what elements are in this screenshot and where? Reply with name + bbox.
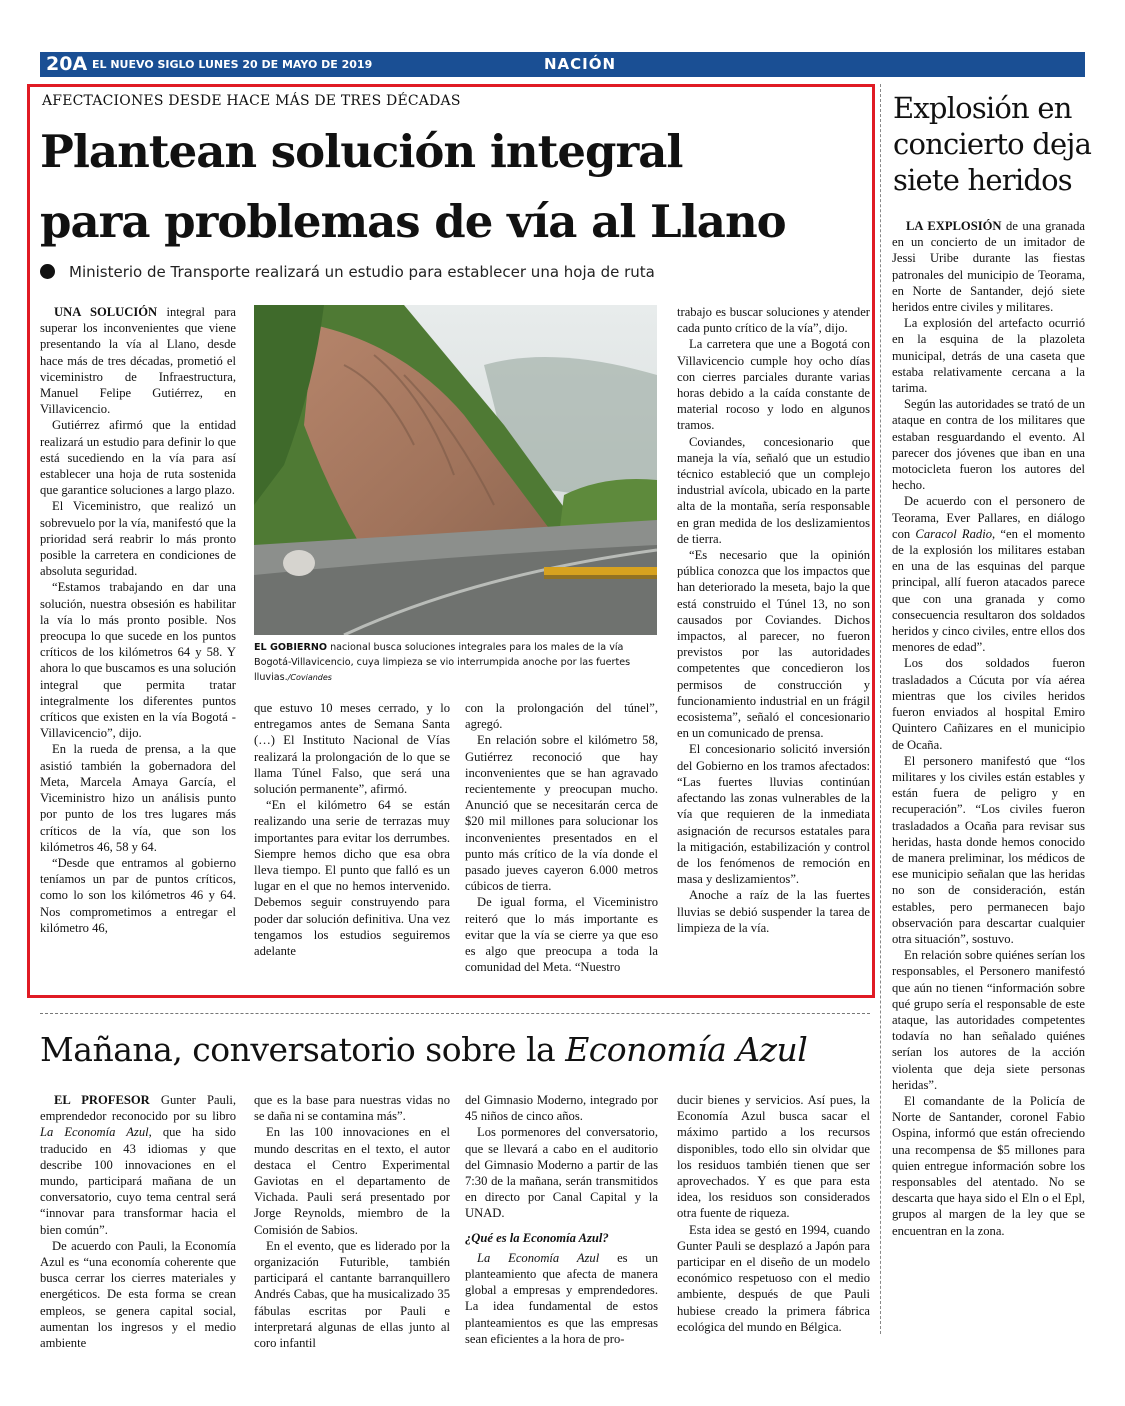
lead-in: EL PROFESOR bbox=[54, 1093, 150, 1107]
second-col-3 bbox=[465, 1092, 658, 1347]
paragraph: que estuvo 10 meses cerrado, y lo entregamos antes de Semana Santa (…) El Instituto Nacional de Vías realizará la prolongación de lo que se llama Túnel Falso, que será una solución permanente”, afirmó. bbox=[254, 701, 450, 797]
photo-credit: /Coviandes bbox=[287, 673, 332, 682]
main-col-3 bbox=[465, 700, 658, 975]
main-col-1 bbox=[40, 304, 236, 936]
text: , que ha sido traducido en 43 idiomas y que describe 100 innovaciones en el mundo, participará mañana de un conversatorio, cuyo tema central será “innovar para transformar hacia el bien común”. bbox=[40, 1125, 236, 1237]
paragraph: que es la base para nuestras vidas no se daña ni se contamina más”. bbox=[254, 1093, 450, 1124]
bullet-icon bbox=[40, 264, 55, 279]
paragraph: La carretera que une a Bogotá con Villavicencio cumple hoy ocho días con cierres parciales durante varias horas debido a la caída constante de material rocoso y lodo en algunos tramos. bbox=[677, 337, 870, 433]
text: Gunter Pauli, emprendedor reconocido por su libro bbox=[40, 1093, 236, 1124]
paragraph: “Estamos trabajando en dar una solución, nuestra obsesión es habilitar la vía lo más pronto posible. Nos preocupa lo que sucede en los puntos críticos de los kilómetros 64 y 58. Y ahora lo que buscamos es una solución integral que permita tratar integralmente los diferentes puntos críticos que existen en la vía Bogotá - Villavicencio”, dijo. bbox=[40, 580, 236, 741]
vertical-divider bbox=[880, 84, 881, 1334]
headline-text: Mañana, conversatorio sobre la bbox=[40, 1030, 566, 1069]
headline-line-2: para problemas de vía al Llano bbox=[40, 195, 786, 248]
main-headline bbox=[40, 117, 870, 257]
paragraph: En el evento, que es liderado por la organización Futurible, también participará el cantante barranquillero Andrés Cabas, que ha musicalizado 35 fábulas escritas por Pauli e interpretará algunas de ellas junto al coro infantil bbox=[254, 1238, 450, 1351]
paragraph: “Desde que entramos al gobierno teníamos un par de puntos críticos, como lo son los kilómetros 46 y 64. Nos comprometimos a entregar el kilómetro 46, bbox=[40, 855, 236, 935]
paragraph: “En el kilómetro 64 se están realizando una serie de terrazas muy importantes para evitar los derrumbes. Siempre hemos dicho que esa obra lleva tiempo. El punto que falló es un lugar en el que no hemos intervenido. Debemos seguir construyendo para poder dar solución definitiva. Una vez tengamos los estudios seguiremos adelante bbox=[254, 798, 450, 959]
paragraph: con la prolongación del túnel”, agregó. bbox=[465, 701, 658, 732]
horizontal-divider bbox=[40, 1013, 870, 1014]
paragraph: trabajo es buscar soluciones y atender cada punto crítico de la vía”, dijo. bbox=[677, 305, 870, 336]
headline-line-1: Plantean solución integral bbox=[40, 125, 683, 178]
text-italic: La Economía Azul bbox=[40, 1125, 149, 1140]
paragraph: Según las autoridades se trató de un ataque en contra de los militares que estaban resguardando el evento. Al parecer dos jóvenes que iban en una motocicleta fueron los autores del hecho. bbox=[892, 397, 1085, 493]
photo-caption bbox=[254, 640, 657, 685]
text: Economía Azul bbox=[522, 1230, 603, 1245]
main-col-2 bbox=[254, 700, 450, 959]
subheading bbox=[465, 1230, 658, 1246]
paragraph: del Gimnasio Moderno, integrado por 45 niños de cinco años. bbox=[465, 1093, 658, 1124]
section-name: NACIÓN bbox=[543, 55, 617, 73]
text-italic: Caracol Radio bbox=[915, 526, 993, 541]
second-col-4 bbox=[677, 1092, 870, 1335]
header-date: EL NUEVO SIGLO LUNES 20 DE MAYO DE 2019 bbox=[92, 58, 373, 71]
paragraph: El Viceministro, que realizó un sobrevuelo por la vía, manifestó que la prioridad será reabrir lo más pronto posible la carretera en condiciones de absoluta seguridad. bbox=[40, 499, 236, 579]
main-col-4 bbox=[677, 304, 870, 936]
side-column bbox=[892, 218, 1085, 1239]
paragraph: Los pormenores del conversatorio, que se llevará a cabo en el auditorio del Gimnasio Moderno a partir de las 7:30 de la mañana, serán transmitidos en directo por Canal Capital y la UNAD. bbox=[465, 1125, 658, 1221]
text-italic: La Economía Azul bbox=[477, 1250, 600, 1265]
text: , “en el momento de la explosión los militares estaban en una de las esquinas del parque principal, allí fueron atacados parece que con una granada y como consecuencia resultaron dos soldados heridos y cinco civiles, entre ellos dos menores de edad”. bbox=[892, 526, 1085, 655]
paragraph: De acuerdo con Pauli, la Economía Azul es “una economía coherente que busca cerrar los cierres materiales y energéticos. De esta forma se crean empleos, se genera capital social, aumentan los ingresos y el medio ambiente bbox=[40, 1238, 236, 1351]
text: ¿Qué es la bbox=[465, 1230, 523, 1245]
paragraph: Coviandes, concesionario que maneja la vía, señaló que un estudio técnico estableció que un complejo industrial avícola, ubicado en la parte alta de la montaña, sería responsable en gran medida de los deslizamientos de tierra. bbox=[677, 434, 870, 546]
lead-in: UNA SOLUCIÓN bbox=[54, 305, 158, 319]
headline-italic: Economía Azul bbox=[565, 1030, 808, 1069]
paragraph: “Es necesario que la opinión pública conozca que los impactos que han deteriorado la meseta, bajo la que está construido el Túnel 13, no son causados por Coviandes. Dichos impactos, al parecer, no fueron previstos por las autoridades competentes que concedieron los permisos de construcción y funcionamiento industrial en un frágil ecosistema”, señaló el concesionario en un comunicado de prensa. bbox=[677, 548, 870, 741]
paragraph: integral para superar los inconvenientes que viene presentando la vía al Llano, desde hace más de tres décadas, prometió el viceministro de Infraestructura, Manuel Felipe Gutiérrez, en Villavicencio. bbox=[40, 305, 236, 417]
caption-text: nacional busca soluciones integrales para los males de la vía Bogotá-Villavicencio, cuya limpieza se vio interrumpida anoche por las fuertes lluvias. bbox=[254, 642, 631, 683]
paragraph: En la rueda de prensa, a la que asistió también la gobernadora del Meta, Marcela Amaya García, el Viceministro hizo un análisis punto por punto de los tres lugares más críticos de la vía, que son los kilómetros 46, 58 y 64. bbox=[40, 742, 236, 854]
text: de una granada en un concierto de un imitador de Jessi Uribe durante las fiestas patronales del municipio de Teorama, en Norte de Santander, dejó siete heridos entre civiles y militares. bbox=[892, 219, 1085, 315]
paragraph: En relación sobre quiénes serían los responsables, el Personero manifestó que aún no tienen “información sobre qué grupo sería el responsable de este ataque, las autoridades competentes todavía no han señalado quiénes serían los autores de la acción violenta que deja siete personas heridas”. bbox=[892, 948, 1085, 1092]
paragraph: Esta idea se gestó en 1994, cuando Gunter Pauli se desplazó a Japón para participar en el diseño de un modelo económico respetuoso con el medio ambiente, después de que Pauli hubiese creado la primera fábrica ecológica del mundo en Bélgica. bbox=[677, 1222, 870, 1334]
text: De acuerdo con el personero de Teorama, Ever Pallares, en diálogo con bbox=[892, 494, 1085, 541]
text: es un planteamiento que afecta de manera global a empresas y emprendedores. La idea fundamental de estos planteamientos es que las empresas sean eficientes a la hora de pro- bbox=[465, 1250, 658, 1346]
paragraph: De igual forma, el Viceministro reiteró que lo más importante es evitar que la vía se cierre ya que eso es algo que preocupa a toda la comunidad del Meta. “Nuestro bbox=[465, 895, 658, 975]
caption-lead: EL GOBIERNO bbox=[254, 642, 328, 653]
second-col-2 bbox=[254, 1092, 450, 1351]
page-number: 20A bbox=[46, 53, 88, 75]
paragraph: El comandante de la Policía de Norte de Santander, coronel Fabio Ospina, informó que están ofreciendo una recompensa de $5 millones para quien entregue información sobre los responsables del atentado. No se descarta que haya sido el Eln o el Epl, grupos al margen de la ley que se encuentran en la zona. bbox=[892, 1093, 1085, 1238]
road-photo bbox=[254, 305, 657, 635]
text: ? bbox=[602, 1230, 609, 1245]
kicker: AFECTACIONES DESDE HACE MÁS DE TRES DÉCADAS bbox=[42, 93, 461, 109]
subhead-text: Ministerio de Transporte realizará un estudio para establecer una hoja de ruta bbox=[69, 263, 655, 281]
paragraph: La explosión del artefacto ocurrió en la esquina de la plazoleta municipal, detrás de una caseta que estaba relativamente cercana a la tarima. bbox=[892, 316, 1085, 396]
side-headline: Explosión en concierto deja siete heridos bbox=[893, 91, 1092, 197]
paragraph: ducir bienes y servicios. Así pues, la Economía Azul busca sacar el máximo partido a los recursos disponibles, todo ello sin olvidar que los residuos también tienen que ser aprovechados. Y es que para esta idea, los residuos son considerados otra fuente de riqueza. bbox=[677, 1093, 870, 1221]
second-headline bbox=[40, 1030, 807, 1069]
paragraph: El concesionario solicitó inversión del Gobierno en los tramos afectados: “Las fuertes lluvias continúan afectando las zonas vulnerables de la vía que requieren de la inmediata asignación de recursos estatales para la mitigación, estabilización y control de los fenómenos de remoción en masa y deslizamientos”. bbox=[677, 742, 870, 887]
paragraph: En las 100 innovaciones en el mundo descritas en el texto, el autor destaca el Centro Experimental Gaviotas en el departamento de Vichada. Pauli será presentado por Jorge Reynolds, miembro de la Comisión de Sabios. bbox=[254, 1125, 450, 1237]
subhead bbox=[40, 263, 655, 281]
paragraph: En relación sobre el kilómetro 58, Gutiérrez reconoció que hay inconvenientes que se han agravado recientemente y preocupan mucho. Anunció que se necesitarán cerca de $20 mil millones para solucionar los inconvenientes presentados en el punto más crítico de la vía donde el pasado jueves cayeron 6.000 metros cúbicos de tierra. bbox=[465, 733, 658, 894]
paragraph: Anoche a raíz de la las fuertes lluvias se debió suspender la tarea de limpieza de la vía. bbox=[677, 888, 870, 935]
paragraph: Los dos soldados fueron trasladados a Cúcuta por vía aérea mientras que los civiles heridos fueron enviados al hospital Emiro Quintero Cañizares en el municipio de Ocaña. bbox=[892, 656, 1085, 752]
lead-in: LA EXPLOSIÓN bbox=[906, 219, 1002, 233]
second-col-1 bbox=[40, 1092, 236, 1351]
paragraph: El personero manifestó que “los militares y los civiles están estables y están fuera de peligro y en recuperación”. “Los civiles fueron trasladados a Ocaña para revisar sus heridas, hasta donde hemos conocido de manera preliminar, los médicos de ese municipio señalan que las heridas no son de consideración, están estables, pero permanecen bajo observación para descartar cualquier otra situación”, sostuvo. bbox=[892, 753, 1085, 946]
paragraph: Gutiérrez afirmó que la entidad realizará un estudio para definir lo que está sucediendo en la vía para así establecer una hoja de ruta sostenida que garantice soluciones a largo plazo. bbox=[40, 418, 236, 498]
